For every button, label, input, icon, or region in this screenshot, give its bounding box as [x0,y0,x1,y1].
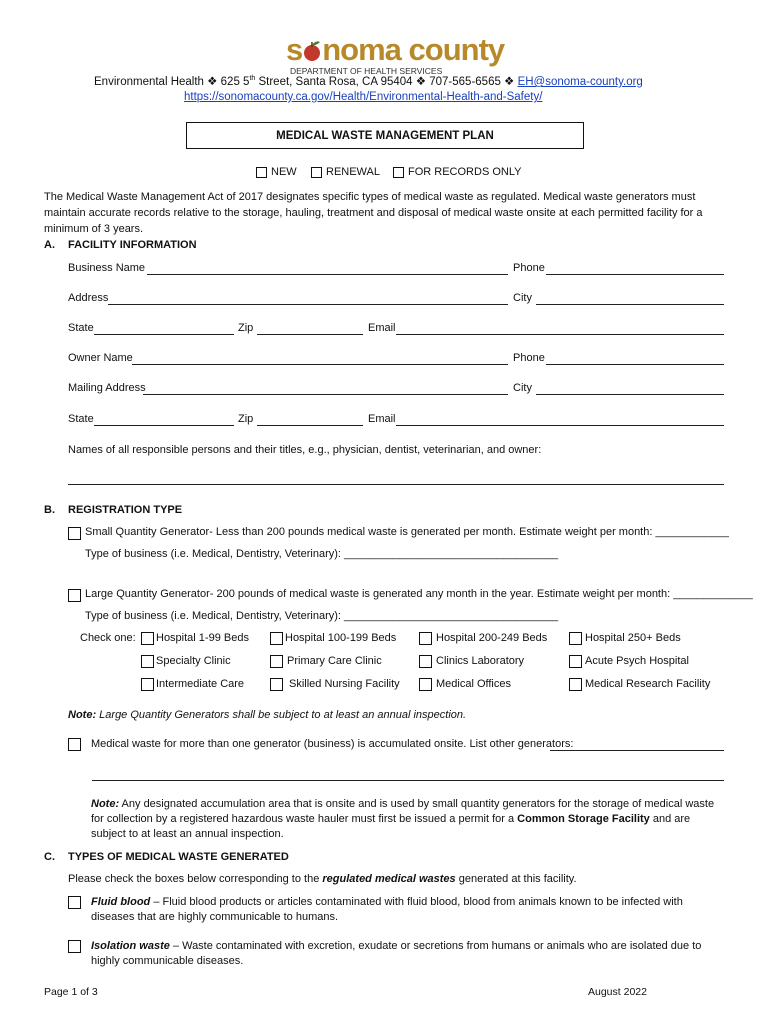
isolation-waste-checkbox[interactable] [68,940,81,953]
email-label-1: Email [368,322,396,334]
multi-generator-checkbox[interactable] [68,738,81,751]
new-label: NEW [271,166,297,178]
new-checkbox[interactable] [256,167,267,178]
mailing-address-field[interactable] [143,394,508,395]
fluid-blood-checkbox[interactable] [68,896,81,909]
page-title: MEDICAL WASTE MANAGEMENT PLAN [276,129,494,142]
hospital-1-99-label: Hospital 1-99 Beds [156,632,249,644]
multi-generator-label: Medical waste for more than one generator (business) is accumulated onsite. List other generators: [91,738,574,750]
apple-icon [302,36,322,58]
title-box [186,122,584,149]
primary-care-clinic-checkbox[interactable] [270,655,283,668]
address-label: Address [68,292,109,304]
hospital-250-plus-checkbox[interactable] [569,632,582,645]
clinics-laboratory-label: Clinics Laboratory [436,655,525,667]
fluid-blood-text: Fluid blood – Fluid blood products or articles contaminated with fluid blood, blood from animals known to be infected with diseases that are highly communicable to humans. [91,896,683,923]
phone-field-1[interactable] [546,274,724,275]
medical-research-label: Medical Research Facility [585,678,711,690]
logo-department: DEPARTMENT OF HEALTH SERVICES [290,66,443,76]
revision-date: August 2022 [588,986,647,998]
note-common-storage: Note: Any designated accumulation area that is onsite and is used by small quantity generators for the storage of medical waste for collection by a registered hazardous waste hauler must first be issued a permit for a Common Storage Facility and are subject to at least an annual inspection. [91,798,715,840]
logo-letter-s: s [286,32,303,67]
hospital-200-249-checkbox[interactable] [419,632,432,645]
phone-label-2: Phone [513,352,545,364]
records-only-checkbox[interactable] [393,167,404,178]
type-business-1: Type of business (i.e. Medical, Dentistry, Veterinary): ___________________________________ [85,548,559,560]
renewal-label: RENEWAL [326,166,380,178]
zip-label-1: Zip [238,322,254,334]
email-link[interactable]: EH@sonoma-county.org [517,76,643,88]
responsible-persons-label: Names of all responsible persons and their titles, e.g., physician, dentist, veterinarian, and owner: [68,444,542,456]
state-field-2[interactable] [94,425,234,426]
intermediate-care-checkbox[interactable] [141,678,154,691]
contact-line: Environmental Health ❖ 625 5th Street, Santa Rosa, CA 95404 ❖ 707-565-6565 ❖ EH@sonoma-county.org [94,75,643,88]
records-only-label: FOR RECORDS ONLY [408,166,522,178]
hospital-100-199-label: Hospital 100-199 Beds [285,632,397,644]
business-name-label: Business Name [68,262,146,274]
other-generators-field-2[interactable] [92,780,724,781]
city-field-1[interactable] [536,304,724,305]
large-quantity-label: Large Quantity Generator- 200 pounds of medical waste is generated any month in the year. Estimate weight per month: _____________ [85,588,753,600]
responsible-persons-field[interactable] [68,484,724,485]
specialty-clinic-checkbox[interactable] [141,655,154,668]
hospital-1-99-checkbox[interactable] [141,632,154,645]
email-field-1[interactable] [396,334,724,335]
business-name-field[interactable] [147,274,508,275]
email-field-2[interactable] [396,425,724,426]
state-field-1[interactable] [94,334,234,335]
note-large-quantity: Note: Large Quantity Generators shall be subject to at least an annual inspection. [68,709,467,721]
address-field[interactable] [108,304,508,305]
intermediate-care-label: Intermediate Care [156,678,245,690]
section-c-letter: C. [44,851,55,863]
hospital-100-199-checkbox[interactable] [270,632,283,645]
specialty-clinic-label: Specialty Clinic [156,655,231,667]
intro-paragraph: The Medical Waste Management Act of 2017 designates specific types of medical waste as regulated. Medical waste generators must maintain accurate records relative to the storage, hauling, treatment and disposal of medical waste onsite at each permitted facility for a minimum of 3 years. [44,191,703,235]
small-quantity-label: Small Quantity Generator- Less than 200 pounds medical waste is generated per month. Estimate weight per month: ____________ [85,526,729,538]
mailing-address-label: Mailing Address [68,382,146,394]
phone-label-1: Phone [513,262,545,274]
renewal-checkbox[interactable] [311,167,322,178]
skilled-nursing-checkbox[interactable] [270,678,283,691]
small-quantity-checkbox[interactable] [68,527,81,540]
email-label-2: Email [368,413,396,425]
medical-research-checkbox[interactable] [569,678,582,691]
medical-offices-checkbox[interactable] [419,678,432,691]
owner-name-field[interactable] [132,364,508,365]
section-b-letter: B. [44,504,55,516]
primary-care-clinic-label: Primary Care Clinic [287,655,382,667]
large-quantity-checkbox[interactable] [68,589,81,602]
section-a-heading: FACILITY INFORMATION [68,239,197,251]
page-number: Page 1 of 3 [44,986,98,998]
city-label-2: City [513,382,532,394]
hospital-250-plus-label: Hospital 250+ Beds [585,632,681,644]
city-field-2[interactable] [536,394,724,395]
zip-field-1[interactable] [257,334,363,335]
state-label-1: State [68,322,94,334]
type-business-2: Type of business (i.e. Medical, Dentistry, Veterinary): ___________________________________ [85,610,559,622]
zip-field-2[interactable] [257,425,363,426]
section-b-heading: REGISTRATION TYPE [68,504,183,516]
acute-psych-hospital-checkbox[interactable] [569,655,582,668]
other-generators-field-1[interactable] [550,750,724,751]
state-label-2: State [68,413,94,425]
skilled-nursing-label: Skilled Nursing Facility [289,678,400,690]
logo-brand-text: noma county [322,32,505,67]
owner-name-label: Owner Name [68,352,133,364]
check-one-label: Check one: [80,632,136,644]
isolation-waste-text: Isolation waste – Waste contaminated with excretion, exudate or secretions from humans or animals who are isolated due to highly communicable diseases. [91,940,702,967]
phone-field-2[interactable] [546,364,724,365]
hospital-200-249-label: Hospital 200-249 Beds [436,632,548,644]
section-a-letter: A. [44,239,55,251]
sonoma-county-logo [286,32,505,76]
medical-offices-label: Medical Offices [436,678,511,690]
clinics-laboratory-checkbox[interactable] [419,655,432,668]
acute-psych-hospital-label: Acute Psych Hospital [585,655,689,667]
website-link[interactable]: https://sonomacounty.ca.gov/Health/Environmental-Health-and-Safety/ [184,91,543,103]
city-label-1: City [513,292,532,304]
section-c-instructions: Please check the boxes below corresponding to the regulated medical wastes generated at this facility. [68,873,577,885]
zip-label-2: Zip [238,413,254,425]
section-c-heading: TYPES OF MEDICAL WASTE GENERATED [68,851,289,863]
